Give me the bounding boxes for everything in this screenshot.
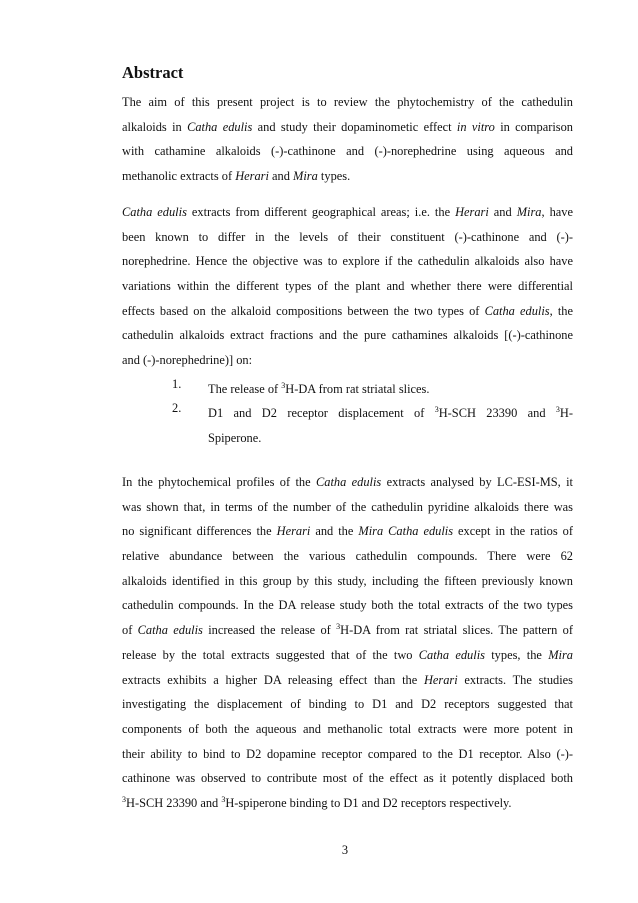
text-line: norephedrine. Hence the objective was to explore if the cathedulin alkaloids also have (122, 254, 573, 269)
text-line: no significant differences the Herari and the Mira Catha edulis except in the ratios of (122, 524, 573, 539)
text-line: cathedulin compounds. In the DA release study both the total extracts of the two types (122, 598, 573, 613)
text-line: relative abundance between the various cathedulin compounds. There were 62 (122, 549, 573, 564)
text-line: D1 and D2 receptor displacement of $^3$H-SCH 23390 and $^3$H- (208, 405, 573, 420)
text-line: and (-)-norephedrine)] on: (122, 353, 253, 368)
text-line: Spiperone. (208, 430, 262, 445)
text-line: components of both the aqueous and methanolic total extracts were more potent in (122, 721, 573, 736)
text-line: cathinone was observed to contribute most of the effect as it potently displaced both (122, 771, 573, 786)
text-line: methanolic extracts of Herari and Mira types. (122, 169, 351, 184)
text-line: been known to differ in the levels of their constituent (-)-cathinone and (-)- (122, 229, 573, 244)
abstract-paragraph-1 (122, 90, 573, 189)
page-number: 3 (341, 843, 349, 857)
text-line: Catha edulis extracts from different geographical areas; i.e. the Herari and Mira, have (122, 205, 573, 219)
abstract-paragraph-3 (122, 470, 573, 816)
text-line: variations within the different types of the plant and whether there were differential (122, 279, 573, 294)
abstract-paragraph-2 (122, 200, 573, 373)
text-line: effects based on the alkaloid compositions between the two types of Catha edulis, the (122, 303, 573, 318)
text-line: extracts exhibits a higher DA releasing effect than the Herari extracts. The studies (122, 672, 573, 687)
text-line: alkaloids in Catha edulis and study their dopaminometic effect in vitro in comparison (122, 119, 573, 134)
text-line: $^3$H-SCH 23390 and $^3$H-spiperone binding to D1 and D2 receptors respectively. (122, 794, 512, 810)
text-line: In the phytochemical profiles of the Catha edulis extracts analysed by LC-ESI-MS, it (122, 475, 573, 489)
text-line: investigating the displacement of binding to D1 and D2 receptors suggested that (122, 697, 573, 712)
list-number-1: 1. (172, 377, 182, 391)
text-line: of Catha edulis increased the release of $^3$H-DA from rat striatal slices. The pattern of (122, 622, 573, 638)
text-line: with cathamine alkaloids (-)-cathinone and (-)-norephedrine using aqueous and (122, 144, 573, 159)
text-line: cathedulin alkaloids extract fractions and the pure cathamines alkaloids [(-)-cathinone (122, 328, 573, 343)
text-line: alkaloids identified in this group by this study, including the fifteen previously known (122, 573, 573, 588)
list-item-2 (208, 401, 573, 450)
text-line: was shown that, in terms of the number of the cathedulin pyridine alkaloids there was (122, 499, 573, 514)
abstract-heading: Abstract (122, 63, 184, 82)
text-line: The aim of this present project is to review the phytochemistry of the cathedulin (122, 95, 573, 109)
text-line: release by the total extracts suggested that of the two Catha edulis types, the Mira (122, 647, 573, 662)
list-item-1: The release of $^3$H-DA from rat striatal slices. (208, 381, 430, 396)
list-number-2: 2. (172, 401, 182, 415)
text-line: their ability to bind to D2 dopamine receptor compared to the D1 receptor. Also (-)- (122, 746, 573, 761)
